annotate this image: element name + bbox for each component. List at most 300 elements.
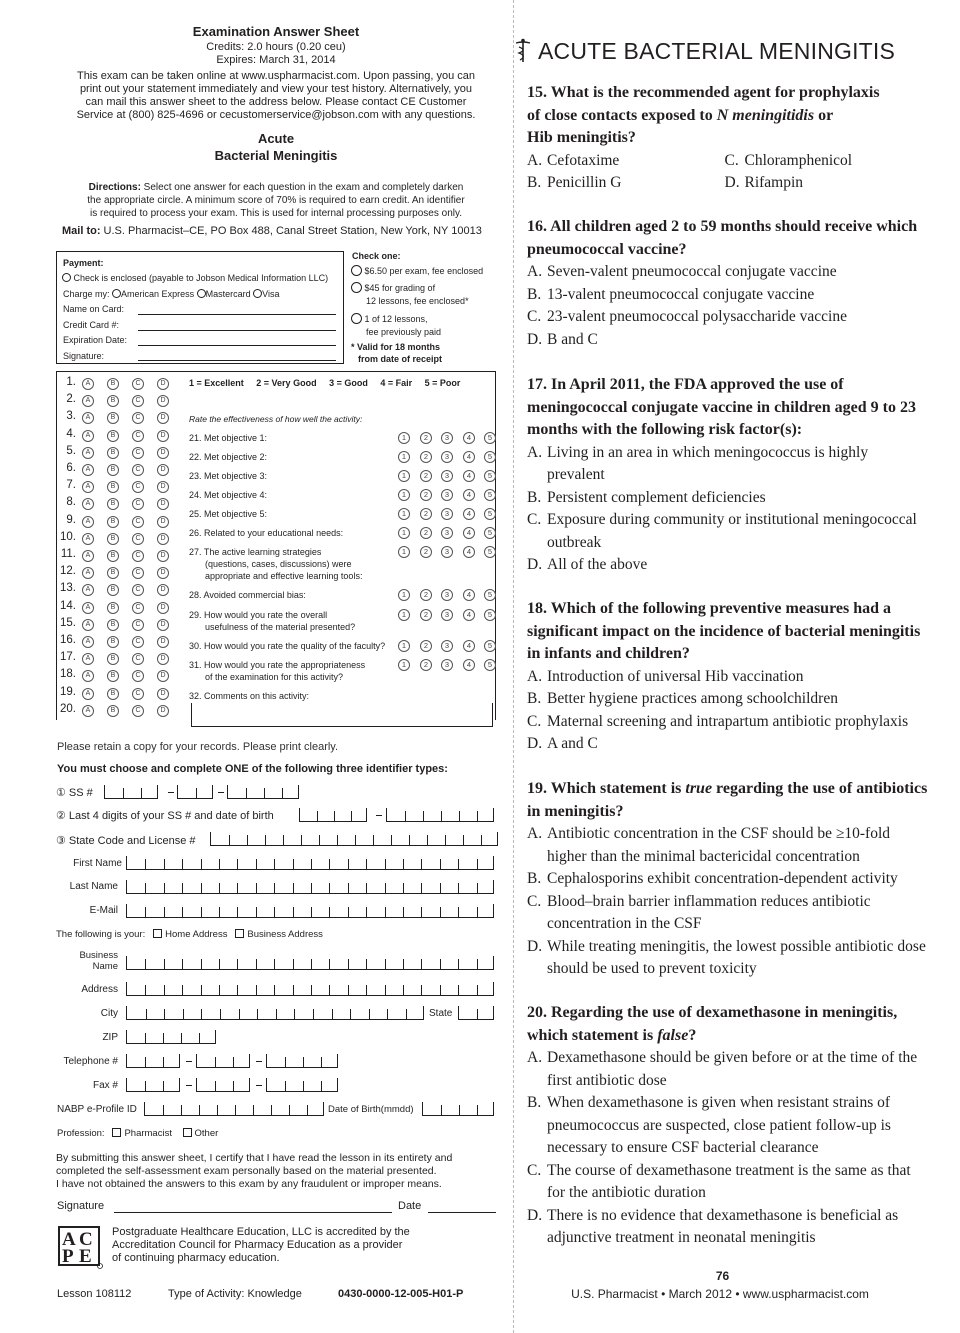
rating-bubble[interactable]: 2 — [420, 527, 432, 539]
rating-bubble[interactable]: 5 — [484, 589, 496, 601]
rating-bubble[interactable]: 2 — [420, 546, 432, 558]
rating-bubble[interactable]: 2 — [420, 489, 432, 501]
rating-bubble[interactable]: 5 — [484, 546, 496, 558]
question-18: 18. Which of the following preventive measures had a significant impact on the incidence of bacterial meningitis in infants and children? A. Introduction of universal Hib vaccination B. Better hygiene practices among schoolchildren C. Maternal screening and intrapartum antibiotic prophylaxis D. A and C — [527, 598, 922, 756]
answer-bubble[interactable]: A — [82, 378, 94, 390]
rating-bubble[interactable]: 4 — [463, 470, 475, 482]
answer-bubble[interactable]: C — [132, 567, 144, 579]
answer-option: D. B and C — [527, 330, 598, 348]
date-line-label: Date — [398, 1200, 422, 1212]
rating-bubble[interactable]: 3 — [441, 609, 453, 621]
answer-bubble[interactable]: A — [82, 602, 94, 614]
rating-bubble[interactable]: 3 — [441, 546, 453, 558]
answer-bubble[interactable]: A — [82, 395, 94, 407]
answer-bubble[interactable]: A — [82, 705, 94, 717]
answer-number: 7. — [66, 479, 76, 492]
answer-bubble[interactable]: C — [132, 619, 144, 631]
rating-bubble[interactable]: 2 — [420, 470, 432, 482]
last-name-label: Last Name — [69, 881, 118, 892]
answer-option: A. Living in an area in which meningococcus is highly — [527, 443, 869, 461]
question-19: 19. Which statement is true regarding the use of antibiotics in meningitis? A. Antibiotic concentration in the CSF should be ≥10-fold higher than the minimal bactericidal concentration B. Cephalosporins exhibit concentration-dependent activity C. Blood–brain barrier inflammation reduces antibiotic concentration in the CSF D. While treating meningitis, the lowest possible antibiotic dose should be used to prevent toxicity — [527, 780, 928, 977]
address-type-row: The following is your: Home Address Business Address — [56, 929, 323, 940]
answer-option: A. Antibiotic concentration in the CSF should be ≥10-fold — [527, 825, 891, 842]
answer-option: C. 23-valent pneumococcal polysaccharide vaccine — [527, 308, 847, 325]
answer-option: B. 13-valent pneumococcal conjugate vaccine — [527, 285, 815, 303]
answer-bubble[interactable]: A — [82, 688, 94, 700]
expiration-field[interactable] — [138, 345, 336, 346]
checkbox-icon[interactable] — [235, 929, 244, 938]
answer-option: B. When dexamethasone is given when resistant strains of — [527, 1094, 891, 1111]
answer-bubble[interactable]: A — [82, 636, 94, 648]
answer-bubble[interactable]: D — [157, 636, 169, 648]
rating-bubble[interactable]: 1 — [398, 508, 410, 520]
answer-number: 17. — [60, 651, 76, 664]
rating-bubble[interactable]: 2 — [420, 640, 432, 652]
business-name-label: Business Name — [79, 950, 118, 972]
answer-option: C. Maternal screening and intrapartum antibiotic prophylaxis — [527, 712, 909, 730]
answer-bubble[interactable]: A — [82, 670, 94, 682]
answer-bubble[interactable]: A — [82, 430, 94, 442]
lesson-number: Lesson 108112 — [57, 1288, 132, 1300]
first-name-field[interactable] — [126, 856, 494, 870]
q31-label: 31. How would you rate the appropriateness of the examination for this activity? — [189, 660, 366, 682]
rating-bubble[interactable]: 1 — [398, 640, 410, 652]
fee-option-2[interactable]: $45 for grading of — [351, 282, 435, 293]
answer-bubble[interactable]: C — [132, 395, 144, 407]
rating-bubble[interactable]: 1 — [398, 546, 410, 558]
credits: Credits: 2.0 hours (0.20 ceu) — [206, 41, 346, 53]
name-on-card-label: Name on Card: — [63, 304, 125, 314]
rating-bubble[interactable]: 5 — [484, 432, 496, 444]
answer-bubble[interactable]: A — [82, 567, 94, 579]
rating-bubble[interactable]: 3 — [441, 470, 453, 482]
q25-label: 25. Met objective 5: — [189, 509, 268, 519]
answer-option: B. Persistent complement deficiencies — [527, 488, 766, 506]
date-line[interactable] — [428, 1212, 496, 1213]
q26-label: 26. Related to your educational needs: — [189, 528, 344, 538]
rating-bubble[interactable]: 4 — [463, 659, 475, 671]
fax-field[interactable] — [196, 1078, 250, 1092]
rating-bubble[interactable]: 2 — [420, 508, 432, 520]
answer-option: A. Seven-valent pneumococcal conjugate vaccine — [527, 263, 837, 280]
answer-bubble[interactable]: C — [132, 430, 144, 442]
answer-number: 9. — [66, 513, 76, 526]
radio-icon[interactable] — [253, 289, 262, 298]
answer-number: 16. — [60, 634, 76, 646]
rating-bubble[interactable]: 1 — [398, 609, 410, 621]
accreditation-text: Postgraduate Healthcare Education, LLC is accredited by the Accreditation Council for Pharmacy Education as a provider of continuing pharmacy education. — [112, 1226, 410, 1264]
profession-row: Profession: Pharmacist Other — [57, 1128, 219, 1139]
business-name-field[interactable] — [126, 956, 494, 970]
zip-field[interactable] — [126, 1030, 216, 1044]
rating-bubble[interactable]: 3 — [441, 640, 453, 652]
checkbox-icon[interactable] — [153, 929, 162, 938]
answer-bubble[interactable]: C — [132, 481, 144, 493]
answer-number: 1. — [66, 376, 76, 388]
answer-bubble[interactable]: B — [107, 447, 119, 459]
answer-number: 11. — [60, 548, 76, 560]
mail-to: Mail to: U.S. Pharmacist–CE, PO Box 488, Canal Street Station, New York, NY 10013 — [62, 225, 482, 237]
radio-icon[interactable] — [351, 282, 362, 293]
fee-option-1[interactable]: $6.50 per exam, fee enclosed — [351, 265, 483, 276]
dash-separator — [256, 1085, 262, 1086]
q23-label: 23. Met objective 3: — [189, 471, 268, 481]
answer-bubble[interactable]: C — [132, 602, 144, 614]
rating-bubble[interactable]: 3 — [441, 589, 453, 601]
column-divider — [513, 0, 514, 1333]
dash-separator — [168, 792, 174, 793]
lesson-title-1: Acute — [257, 131, 295, 146]
fee-option-3[interactable]: 1 of 12 lessons, — [351, 313, 428, 324]
fax-field[interactable] — [266, 1078, 338, 1092]
rating-bubble[interactable]: 2 — [420, 659, 432, 671]
answer-bubble[interactable]: C — [132, 584, 144, 596]
answer-bubble[interactable]: D — [157, 447, 169, 459]
radio-icon[interactable] — [351, 313, 362, 324]
ss-label: ① SS # — [56, 787, 93, 799]
answer-bubble[interactable]: C — [132, 550, 144, 562]
rating-bubble[interactable]: 3 — [441, 527, 453, 539]
last-name-field[interactable] — [126, 880, 494, 894]
rating-bubble[interactable]: 3 — [441, 451, 453, 463]
answer-number: 18. — [60, 668, 76, 681]
expires: Expires: March 31, 2014 — [216, 54, 336, 66]
payment-check-option[interactable]: Check is enclosed (payable to Jobson Medical Information LLC) — [62, 273, 328, 283]
answer-number: 3. — [66, 410, 76, 423]
rating-bubble[interactable]: 4 — [463, 451, 475, 463]
answer-bubble[interactable]: B — [107, 688, 119, 700]
rating-bubble[interactable]: 2 — [420, 609, 432, 621]
answer-number: 12. — [60, 565, 76, 578]
credit-card-label: Credit Card #: — [63, 320, 120, 330]
answer-bubble[interactable]: B — [107, 705, 119, 717]
email-label: E-Mail — [89, 905, 118, 916]
sheet-title: Examination Answer Sheet — [192, 24, 360, 39]
q22-label: 22. Met objective 2: — [189, 452, 268, 462]
rating-bubble[interactable]: 5 — [484, 640, 496, 652]
answer-bubble[interactable]: B — [107, 550, 119, 562]
radio-icon[interactable] — [197, 289, 206, 298]
answer-bubble[interactable]: D — [157, 584, 169, 596]
telephone-label: Telephone # — [63, 1056, 118, 1067]
dash-separator — [186, 1061, 192, 1062]
rating-bubble[interactable]: 3 — [441, 432, 453, 444]
telephone-field[interactable] — [266, 1054, 338, 1068]
answer-bubble[interactable]: D — [157, 688, 169, 700]
answer-option: C. Chloramphenicol — [724, 151, 853, 169]
answer-number: 5. — [66, 444, 76, 457]
page-number: 76 — [715, 1269, 730, 1283]
answer-number: 10. — [60, 530, 76, 543]
answer-number: 8. — [66, 496, 76, 509]
rating-note: Rate the effectiveness of how well the activity: — [189, 414, 363, 424]
answer-bubble[interactable]: C — [132, 498, 144, 510]
certification-text: By submitting this answer sheet, I certify that I have read the lesson in its entirety and completed the self-assessment exam personally based on the material presented. I have not obtained the answers to this exam by any fraudulent or improper means. — [56, 1152, 453, 1190]
rating-bubble[interactable]: 1 — [398, 432, 410, 444]
expiration-label: Expiration Date: — [63, 335, 128, 345]
address-field[interactable] — [126, 982, 494, 996]
answer-bubble[interactable]: B — [107, 395, 119, 407]
answer-bubble[interactable]: A — [82, 533, 94, 545]
answer-bubble[interactable]: B — [107, 602, 119, 614]
rating-bubble[interactable]: 2 — [420, 451, 432, 463]
rating-bubble[interactable]: 4 — [463, 546, 475, 558]
answer-number: 13. — [60, 582, 76, 595]
answer-bubble[interactable]: B — [107, 481, 119, 493]
zip-label: ZIP — [102, 1032, 118, 1043]
answer-bubble[interactable]: D — [157, 653, 169, 665]
answer-bubble[interactable]: D — [157, 464, 169, 476]
dash-separator — [376, 815, 382, 816]
rating-bubble[interactable]: 2 — [420, 432, 432, 444]
dash-separator — [186, 1085, 192, 1086]
rating-bubble[interactable]: 4 — [463, 589, 475, 601]
state-license-field[interactable] — [210, 832, 498, 846]
credit-card-field[interactable] — [138, 330, 336, 331]
answer-bubble[interactable]: A — [82, 498, 94, 510]
rating-bubble[interactable]: 3 — [441, 659, 453, 671]
validity-note-cont: from date of receipt — [358, 354, 443, 364]
email-field[interactable] — [126, 904, 494, 918]
answer-bubble[interactable]: D — [157, 567, 169, 579]
answer-bubble[interactable]: A — [82, 550, 94, 562]
rating-bubble[interactable]: 1 — [398, 489, 410, 501]
answer-bubble[interactable]: B — [107, 670, 119, 682]
name-on-card-field[interactable] — [138, 314, 336, 315]
first-name-label: First Name — [73, 858, 122, 869]
choose-note: You must choose and complete ONE of the following three identifier types: — [57, 763, 448, 775]
rating-bubble[interactable]: 1 — [398, 589, 410, 601]
answer-option: C. Blood–brain barrier inflammation reduces antibiotic — [527, 892, 871, 910]
answer-number: 4. — [66, 427, 76, 440]
radio-icon[interactable] — [112, 289, 121, 298]
comments-field[interactable] — [191, 703, 493, 727]
fee-option-3-cont: fee previously paid — [366, 327, 442, 337]
rating-bubble[interactable]: 5 — [484, 527, 496, 539]
answer-bubble[interactable]: D — [157, 498, 169, 510]
answer-bubble[interactable]: B — [107, 464, 119, 476]
q28-label: 28. Avoided commercial bias: — [189, 590, 306, 600]
answer-bubble[interactable]: D — [157, 395, 169, 407]
answer-number: 15. — [60, 616, 76, 629]
answer-option: B. Cephalosporins exhibit concentration-dependent activity — [527, 870, 898, 887]
answer-option: B. Penicillin G — [527, 174, 622, 191]
dob-label: Date of Birth(mmdd) — [328, 1104, 414, 1115]
answer-bubble[interactable]: C — [132, 412, 144, 424]
city-label: City — [100, 1008, 118, 1019]
rating-bubble[interactable]: 4 — [463, 508, 475, 520]
answer-option: D. A and C — [527, 735, 598, 752]
state-field[interactable] — [458, 1006, 494, 1020]
answer-number: 6. — [66, 462, 76, 474]
activity-type: Type of Activity: Knowledge — [168, 1288, 302, 1300]
dob-mmdd-field[interactable] — [422, 1102, 494, 1116]
answer-bubble[interactable]: A — [82, 464, 94, 476]
answer-option: A. Cefotaxime — [527, 151, 620, 169]
q21-label: 21. Met objective 1: — [189, 433, 268, 443]
answer-bubble[interactable]: B — [107, 567, 119, 579]
answer-bubble[interactable]: D — [157, 412, 169, 424]
answer-bubble[interactable]: C — [132, 447, 144, 459]
answer-bubble[interactable]: D — [157, 430, 169, 442]
answer-bubble[interactable]: D — [157, 533, 169, 545]
rating-bubble[interactable]: 5 — [484, 609, 496, 621]
checkbox-icon[interactable] — [183, 1128, 192, 1137]
rating-bubble[interactable]: 2 — [420, 589, 432, 601]
q29-label: 29. How would you rate the overall usefulness of the material presented? — [189, 610, 356, 632]
answer-option: D. There is no evidence that dexamethasone is beneficial as — [527, 1206, 899, 1224]
rating-bubble[interactable]: 3 — [441, 489, 453, 501]
answer-bubble[interactable]: B — [107, 412, 119, 424]
answer-number: 14. — [60, 599, 76, 612]
rating-bubble[interactable]: 5 — [484, 451, 496, 463]
answer-option: A. Introduction of universal Hib vaccination — [527, 667, 804, 685]
activity-code: 0430-0000-12-005-H01-P — [338, 1288, 464, 1300]
rating-bubble[interactable]: 4 — [463, 640, 475, 652]
answer-option: D. Rifampin — [724, 174, 804, 191]
article-header — [512, 36, 932, 76]
svg-text:E: E — [79, 1246, 92, 1267]
ss-field[interactable] — [104, 785, 158, 799]
rating-bubble[interactable]: 4 — [463, 489, 475, 501]
rating-bubble[interactable]: 5 — [484, 470, 496, 482]
state-label: State — [429, 1008, 453, 1019]
page-footer: U.S. Pharmacist • March 2012 • www.uspharmacist.com — [571, 1287, 869, 1301]
city-field[interactable] — [126, 1006, 424, 1020]
rating-bubble[interactable]: 5 — [484, 659, 496, 671]
answer-number: 20. — [60, 702, 76, 715]
check-one-title: Check one: — [352, 251, 401, 261]
answer-bubble[interactable]: C — [132, 653, 144, 665]
answer-option: C. Exposure during community or institutional meningococcal — [527, 511, 917, 528]
ss-field[interactable] — [177, 785, 213, 799]
q24-label: 24. Met objective 4: — [189, 490, 268, 500]
last4-field[interactable] — [299, 808, 367, 822]
question-17: 17. In April 2011, the FDA approved the use of meningococcal conjugate vaccine in children aged 9 to 23 months with the following risk factor(s): A. Living in an area in which meningococcus is highly prevalent B. Persistent complement deficiencies C. Exposure during community or institutional meningococcal outbreak D. All of the above — [527, 374, 922, 577]
dob-field[interactable] — [386, 808, 494, 822]
answer-bubble[interactable]: C — [132, 533, 144, 545]
rating-bubble[interactable]: 1 — [398, 470, 410, 482]
directions: Directions: Select one answer for each question in the exam and completely darken the appropriate circle. A minimum score of 70% is required to earn credit. An identifier is required to process your exam. This is used for internal processing purposes only. — [87, 182, 465, 219]
rating-bubble[interactable]: 4 — [463, 609, 475, 621]
answer-option: A. Dexamethasone should be given before or at the time of the — [527, 1049, 918, 1066]
answer-option: B. Better hygiene practices among schoolchildren — [527, 690, 838, 707]
fax-label: Fax # — [92, 1080, 118, 1091]
answer-bubble[interactable]: D — [157, 705, 169, 717]
answer-bubble[interactable]: C — [132, 516, 144, 528]
address-label: Address — [81, 984, 118, 995]
answer-option: D. All of the above — [527, 556, 648, 573]
rating-scale: 1 = Excellent 2 = Very Good 3 = Good 4 = Fair 5 = Poor — [189, 378, 461, 388]
signature-field[interactable] — [138, 360, 336, 361]
answer-bubble[interactable]: B — [107, 619, 119, 631]
dash-separator — [256, 1061, 262, 1062]
rating-bubble[interactable]: 5 — [484, 508, 496, 520]
charge-row: Charge my: American Express Mastercard Visa — [63, 289, 280, 299]
acpe-logo — [58, 1226, 102, 1266]
fee-option-2-cont: 12 lessons, fee enclosed* — [366, 296, 469, 306]
radio-icon[interactable] — [351, 265, 362, 276]
fax-field[interactable] — [126, 1078, 180, 1092]
signature-line[interactable] — [114, 1212, 392, 1213]
answer-bubble[interactable]: C — [132, 636, 144, 648]
question-15: 15. What is the recommended agent for prophylaxis of close contacts exposed to N meningitidis or Hib meningitis? A. Cefotaxime C. Chloramphenicol B. Penicillin G D. Rifampin — [527, 82, 922, 195]
caduceus-icon — [512, 38, 534, 64]
nabp-field[interactable] — [144, 1102, 324, 1116]
answer-number: 19. — [60, 685, 76, 698]
answer-option: D. While treating meningitis, the lowest possible antibiotic dose — [527, 937, 926, 955]
answer-bubble[interactable]: A — [82, 653, 94, 665]
q32-label: 32. Comments on this activity: — [189, 691, 310, 701]
q27-label: 27. The active learning strategies (questions, cases, discussions) were appropriate and effective learning tools: — [189, 547, 363, 581]
answer-bubble[interactable]: A — [82, 619, 94, 631]
state-license-label: ③ State Code and License # — [56, 835, 196, 847]
answer-bubble[interactable]: B — [107, 533, 119, 545]
answer-bubble[interactable]: D — [157, 550, 169, 562]
answer-bubble[interactable]: B — [107, 636, 119, 648]
answer-bubble[interactable]: C — [132, 464, 144, 476]
answer-bubble[interactable]: B — [107, 498, 119, 510]
article-title: ACUTE BACTERIAL MENINGITIS — [538, 38, 896, 64]
answer-bubble[interactable]: D — [157, 516, 169, 528]
answer-number: 2. — [66, 393, 76, 406]
answer-bubble[interactable]: A — [82, 481, 94, 493]
answer-bubble[interactable]: C — [132, 705, 144, 717]
rating-bubble[interactable]: 1 — [398, 659, 410, 671]
answer-bubble[interactable]: A — [82, 412, 94, 424]
answer-bubble[interactable]: B — [107, 516, 119, 528]
signature-label: Signature: — [63, 351, 105, 361]
answer-bubble[interactable]: C — [132, 378, 144, 390]
svg-text:A: A — [62, 1229, 76, 1250]
answer-bubble[interactable]: A — [82, 447, 94, 459]
lesson-title-2: Bacterial Meningitis — [214, 148, 338, 163]
answer-bubble[interactable]: D — [157, 602, 169, 614]
answer-bubble[interactable]: D — [157, 670, 169, 682]
answer-bubble[interactable]: B — [107, 584, 119, 596]
question-20: 20. Regarding the use of dexamethasone in meningitis, which statement is false? A. Dexamethasone should be given before or at the time of the first antibiotic dose B. When dexamethasone is given when resistant strains of pneumococcus are suspected, close patient follow-up is necessary to ensure CSF bacterial clearance C. The course of dexamethasone treatment is the same as that for the antibiotic duration D. There is no evidence that dexamethasone is beneficial as adjunctive treatment in neonatal meningitis — [527, 1002, 922, 1250]
ss-field[interactable] — [227, 785, 299, 799]
svg-text:C: C — [79, 1229, 93, 1250]
answer-bubble[interactable]: B — [107, 653, 119, 665]
answer-bubble[interactable]: C — [132, 688, 144, 700]
rating-bubble[interactable]: 5 — [484, 489, 496, 501]
answer-bubble[interactable]: A — [82, 516, 94, 528]
rating-bubble[interactable]: 3 — [441, 508, 453, 520]
radio-icon[interactable] — [62, 273, 71, 282]
answer-bubble[interactable]: D — [157, 481, 169, 493]
answer-bubble[interactable]: A — [82, 584, 94, 596]
rating-bubble[interactable]: 1 — [398, 527, 410, 539]
telephone-field[interactable] — [196, 1054, 250, 1068]
checkbox-icon[interactable] — [112, 1128, 121, 1137]
answer-bubble[interactable]: D — [157, 378, 169, 390]
answer-bubble[interactable]: D — [157, 619, 169, 631]
svg-text:P: P — [62, 1246, 74, 1267]
nabp-label: NABP e-Profile ID — [57, 1104, 137, 1115]
rating-bubble[interactable]: 4 — [463, 432, 475, 444]
rating-bubble[interactable]: 1 — [398, 451, 410, 463]
rating-bubble[interactable]: 4 — [463, 527, 475, 539]
answer-bubble[interactable]: B — [107, 430, 119, 442]
signature-line-label: Signature — [57, 1200, 105, 1212]
answer-bubble[interactable]: C — [132, 670, 144, 682]
validity-note: * Valid for 18 months — [351, 342, 441, 352]
q30-label: 30. How would you rate the quality of the faculty? — [189, 641, 386, 651]
answer-bubble[interactable]: B — [107, 378, 119, 390]
last4-label: ② Last 4 digits of your SS # and date of birth — [56, 810, 274, 822]
telephone-field[interactable] — [126, 1054, 180, 1068]
